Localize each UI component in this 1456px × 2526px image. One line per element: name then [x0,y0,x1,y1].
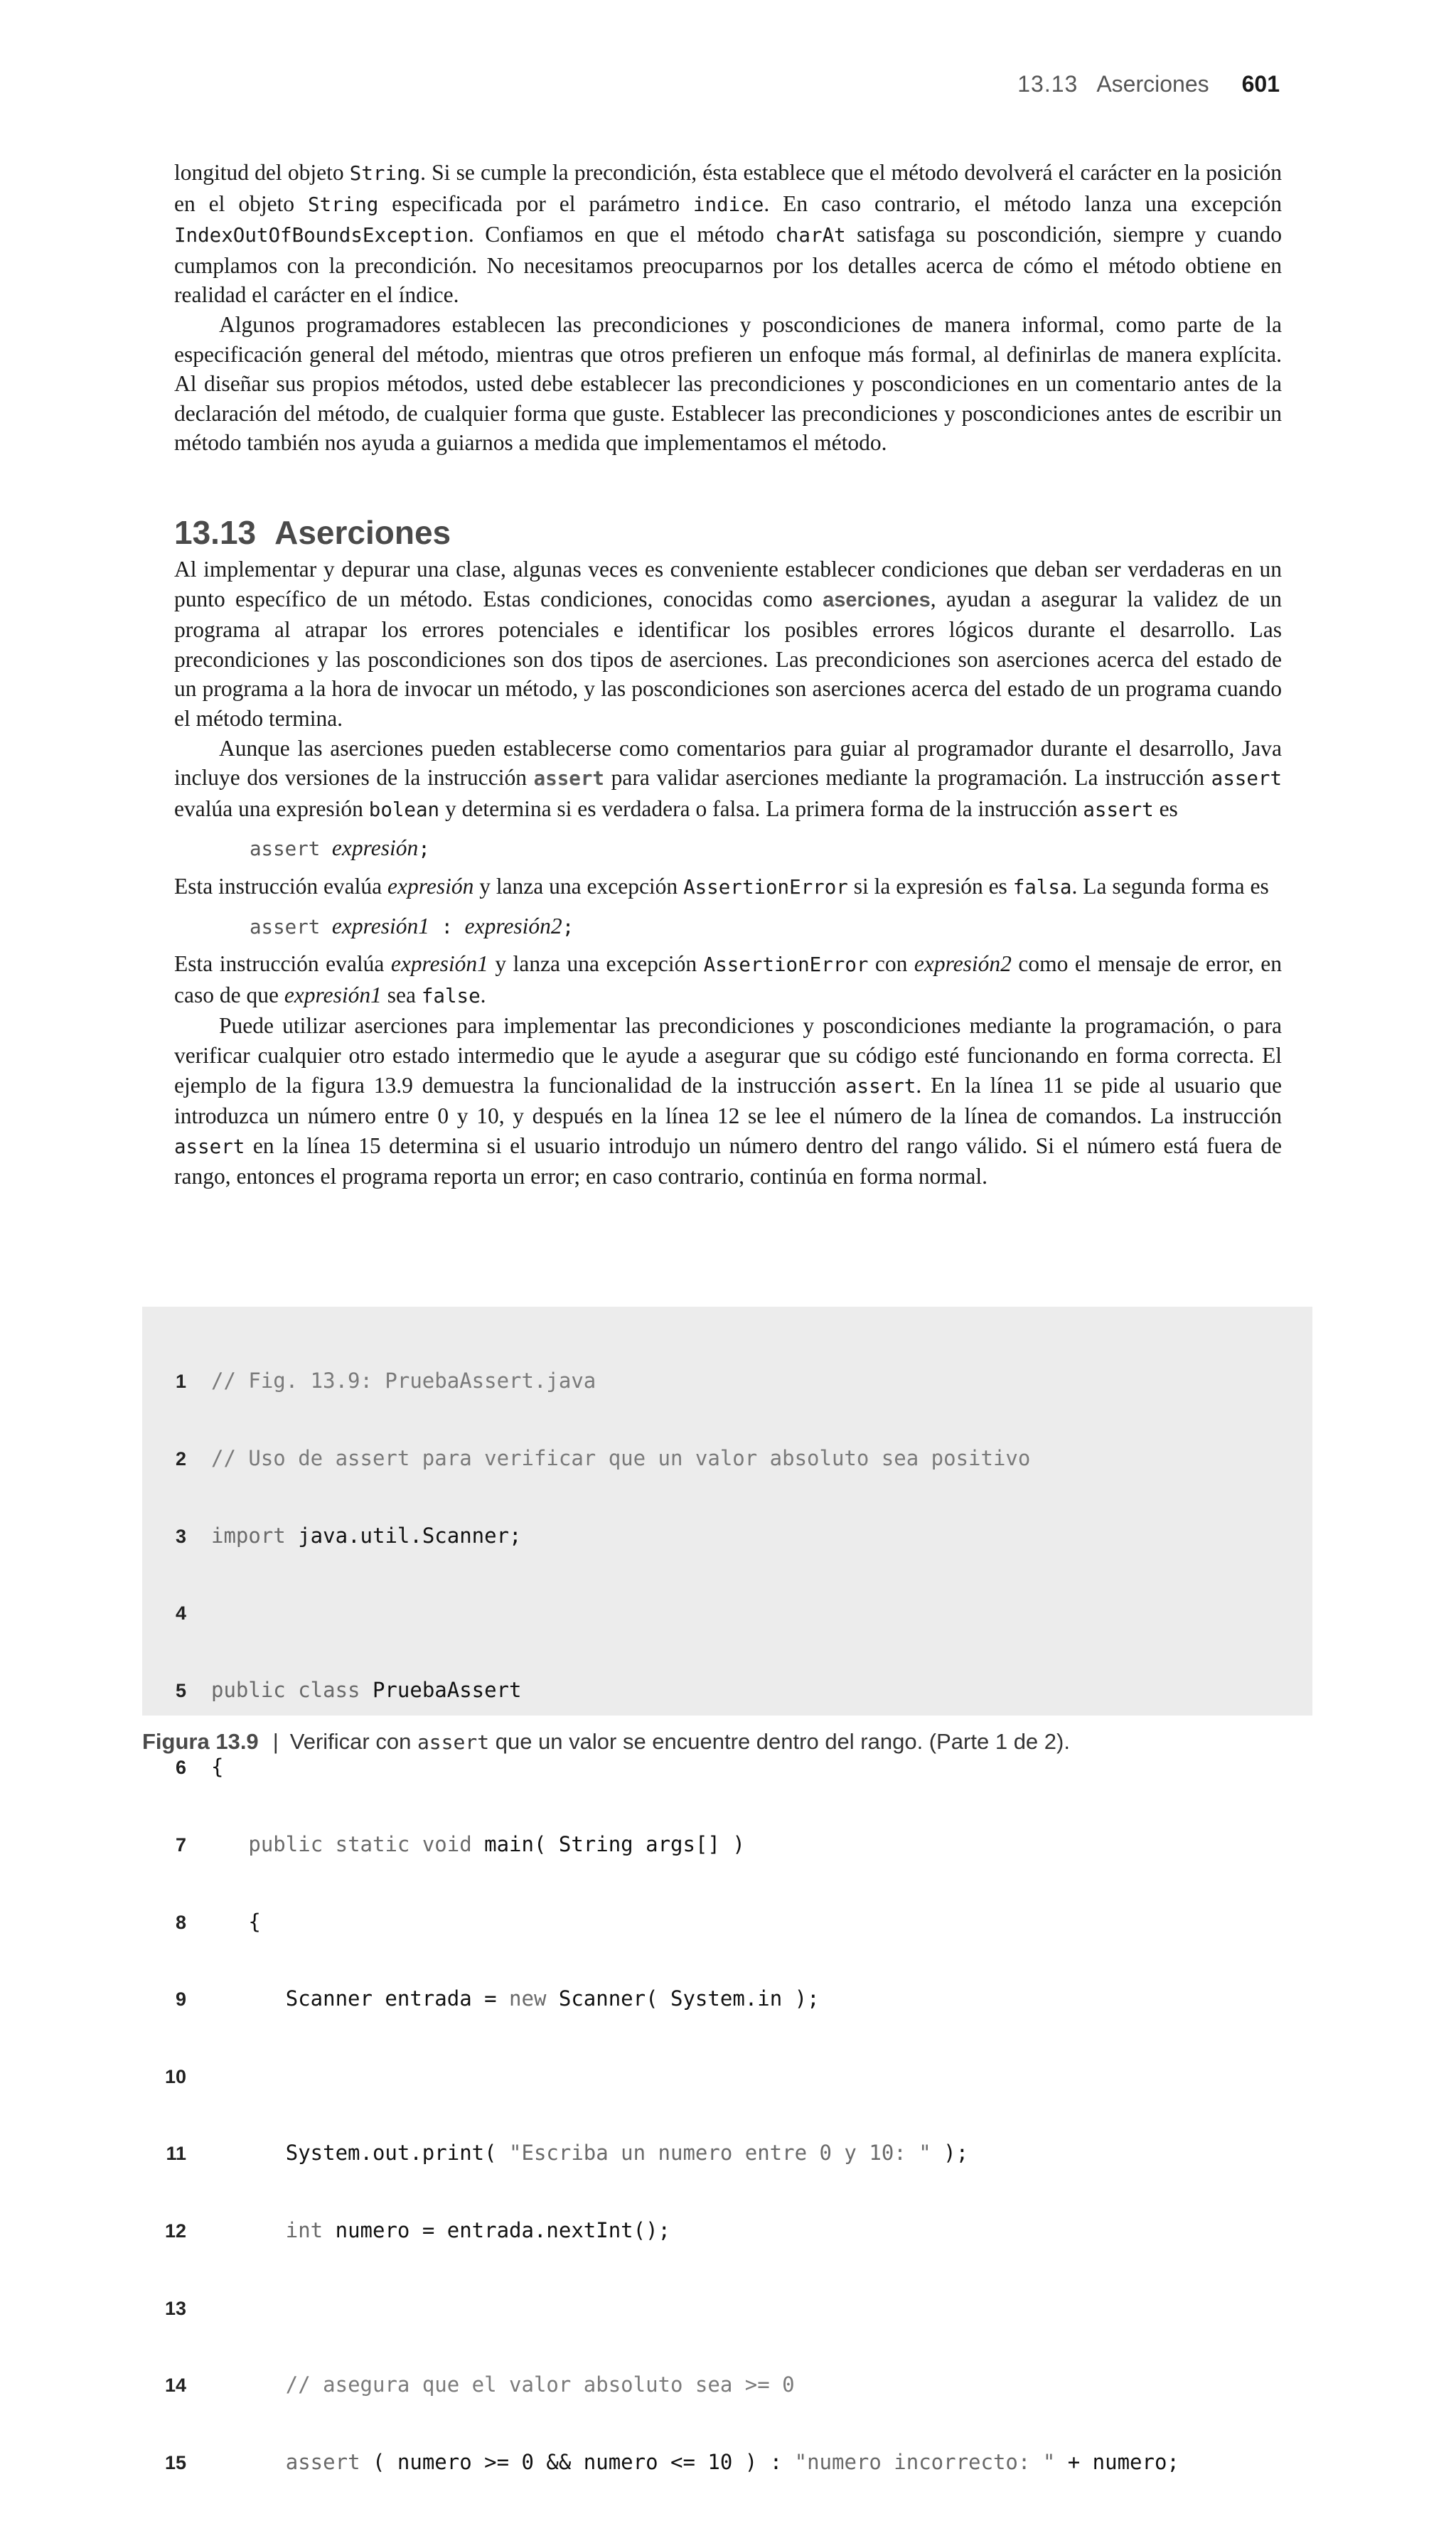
code-line: 11 System.out.print( "Escriba un numero entre 0 y 10: " ); [166,2141,969,2166]
section-heading [174,513,451,552]
code-line: 9 Scanner entrada = new Scanner( System.in ); [175,1986,820,2011]
code-line: 15 assert ( numero >= 0 && numero <= 10 ) : "numero incorrecto: " + numero; [164,2449,1179,2474]
running-header [1017,71,1280,97]
code-line: 7 public static void main( String args[] ) [175,1831,745,1856]
text-block-assertions [174,555,1282,1192]
paragraph-informal-conditions: Algunos programadores establecen las precondiciones y poscondiciones de manera informal, como parte de la especificación general del método, mientras que otros prefieren un enfoque más formal, al definirlas de manera explícita. Al diseñar sus propios métodos, usted debe establecer las precondiciones y poscondiciones en un comentario antes de la declaración del método, de cualquier forma que guste. Establecer las precondiciones y poscondiciones antes de escribir un método también nos ayuda a guiarnos a medida que implementamos el método. [174,311,1282,456]
code-line: 14 // asegura que el valor absoluto sea >= 0 [164,2372,795,2397]
paragraph-form-2-explanation: Esta instrucción evalúa expresión1 y lanza una excepción AssertionError con expresión2 como el mensaje de error, en caso de que expresión1 sea false. [174,951,1283,1007]
code-line: 10 [164,2065,186,2087]
code-line: 12 int numero = entrada.nextInt(); [164,2217,671,2242]
section-number: 13.13 [174,514,257,551]
code-line: 1 // Fig. 13.9: PruebaAssert.java [175,1369,596,1393]
paragraph-assert-versions: Aunque las aserciones pueden establecerse como comentarios para guiar al programador durante el desarrollo, Java incluye dos versiones de la instrucción assert para validar aserciones mediante la programación. La instrucción assert evalúa una expresión bolean y determina si es verdadera o falsa. La primera forma de la instrucción assert es [174,735,1282,821]
header-section-number: 13.13 [1017,71,1078,97]
paragraph-form-1-explanation: Esta instrucción evalúa expresión y lanza una excepción AssertionError si la expresión es falsa. La segunda forma es [174,873,1269,899]
section-title: Aserciones [274,514,451,551]
paragraph-figure-explanation: Puede utilizar aserciones para implementar las precondiciones y poscondiciones mediante la programación, o para verificar cualquier otro estado intermedio que le ayude a asegurar que su código esté funcionando en forma correcta. El ejemplo de la figura 13.9 demuestra la funcionalidad de la instrucción assert. En la línea 11 se pide al usuario que introduzca un número entre 0 y 10, y después en la línea 12 se lee el número de la línea de comandos. La instrucción assert en la línea 15 determina si el usuario introdujo un número dentro del rango válido. Si el número está fuera de rango, entonces el programa reporta un error; en caso contrario, continúa en forma normal. [174,1013,1282,1189]
paragraph-assertions-intro: Al implementar y depurar una clase, algunas veces es conveniente establecer condiciones que deban ser verdaderas en un punto específico de un método. Estas condiciones, conocidas como aserciones, ayudan a asegurar la validez de un programa al atrapar los errores potenciales e identificar los posibles errores lógicos durante el desarrollo. Las precondiciones y las poscondiciones son dos tipos de aserciones. Las precondiciones son aserciones acerca del estado de un programa a la hora de invocar un método, y las poscondiciones son aserciones acerca del estado de un programa cuando el método termina. [174,557,1282,731]
key-term: aserciones [823,588,931,611]
page-number: 601 [1241,71,1280,97]
code-line: 4 [175,1602,186,1625]
code-line: 3 import java.util.Scanner; [175,1523,522,1548]
header-section-title: Aserciones [1096,71,1209,97]
caption-separator: | [272,1729,279,1754]
code-line: 13 [164,2297,186,2319]
syntax-form-2: assert expresión1 : expresión2; [250,913,574,938]
figure-label: Figura 13.9 [142,1729,259,1754]
code-line: 5 public class PruebaAssert [175,1677,522,1702]
syntax-form-1: assert expresión; [250,835,430,861]
code-line: 6 { [175,1755,224,1780]
paragraph-precondition-charat: longitud del objeto String. Si se cumple la precondición, ésta establece que el método devolverá el carácter en la posición en el objeto String especificada por el parámetro indice. En caso contrario, el método lanza una excepción IndexOutOfBoundsException. Confiamos en que el método charAt satisfaga su poscondición, siempre y cuando cumplamos con la precondición. No necesitamos preocuparnos por los detalles acerca de cómo el método obtiene en realidad el carácter en el índice. [174,160,1282,308]
text-block-top [174,158,1282,458]
code-line: 8 { [175,1909,261,1934]
code-line: 2 // Uso de assert para verificar que un valor absoluto sea positivo [175,1446,1031,1470]
figure-caption: Figura 13.9 | Verificar con assert que un valor se encuentre dentro del rango. (Parte 1 de 2). [142,1729,1070,1754]
